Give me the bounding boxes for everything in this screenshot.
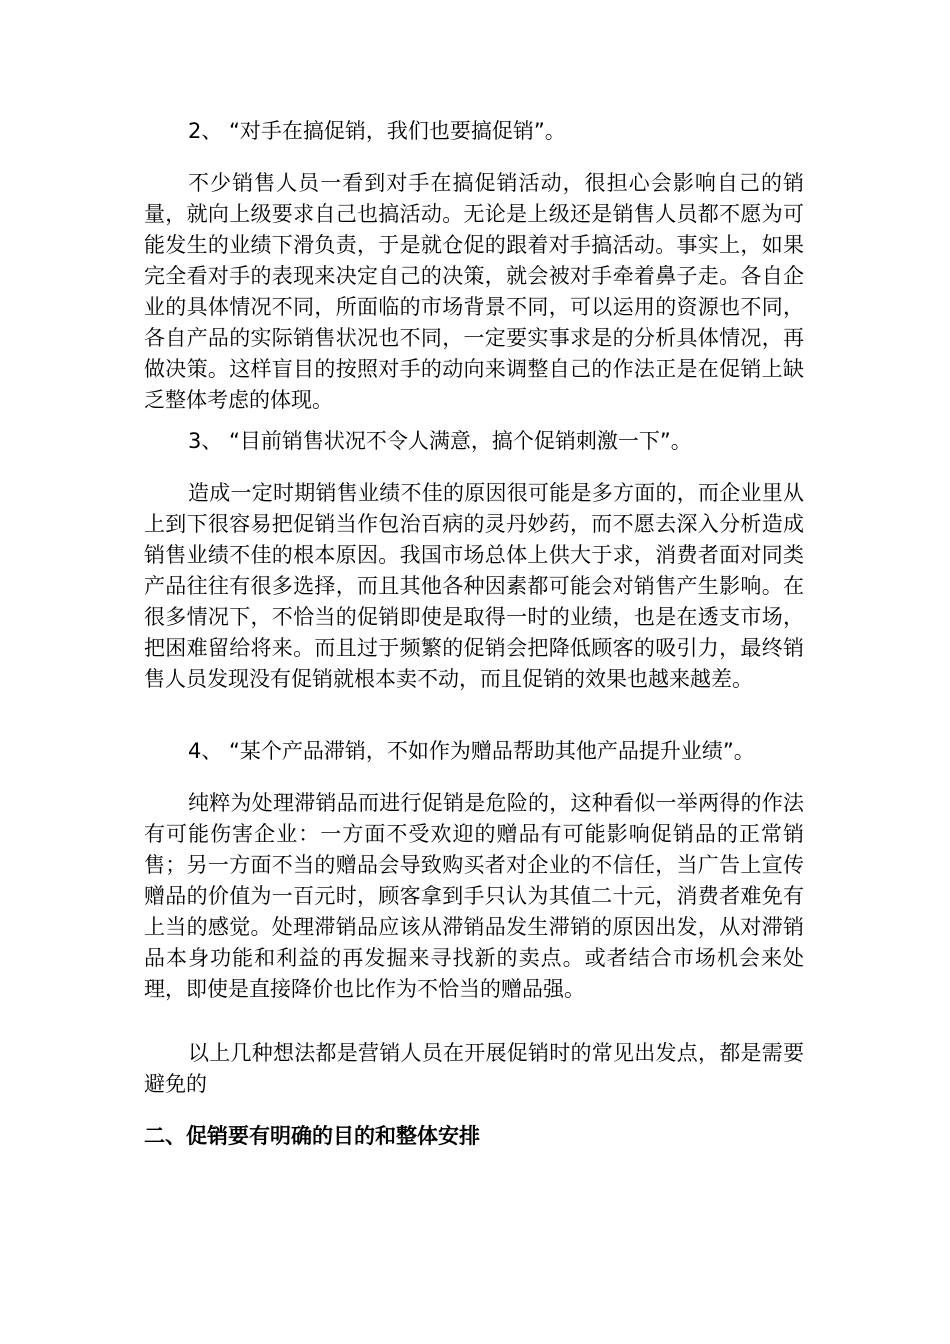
item-3-title: 3、 “目前销售状况不令人满意，搞个促销刺激一下”。 [188, 429, 692, 453]
item-4-title: 4、 “某个产品滞销，不如作为赠品帮助其他产品提升业绩”。 [188, 739, 755, 763]
item-3-body: 造成一定时期销售业绩不佳的原因很可能是多方面的，而企业里从上到下很容易把促销当作包治百病的灵丹妙药，而不愿去深入分析造成销售业绩不佳的根本原因。我国市场总体上供大于求，消费者面对同类产品往往有很多选择，而且其他各种因素都可能会对销售产生影响。在很多情况下，不恰当的促销即使是取得一时的业绩，也是在透支市场，把困难留给将来。而且过于频繁的促销会把降低顾客的吸引力，最终销售人员发现没有促销就根本卖不动，而且促销的效果也越来越差。 [144, 481, 804, 691]
item-2-title: 2、 “对手在搞促销，我们也要搞促销”。 [188, 119, 566, 143]
item-4-body: 纯粹为处理滞销品而进行促销是危险的，这种看似一举两得的作法有可能伤害企业：一方面不受欢迎的赠品有可能影响促销品的正常销售；另一方面不当的赠品会导致购买者对企业的不信任，当广告上宣传赠品的价值为一百元时，顾客拿到手只认为其值二十元，消费者难免有上当的感觉。处理滞销品应该从滞销品发生滞销的原因出发，从对滞销品本身功能和利益的再发掘来寻找新的卖点。或者结合市场机会来处理，即使是直接降价也比作为不恰当的赠品强。 [144, 791, 804, 1001]
section-heading: 二、促销要有明确的目的和整体安排 [144, 1124, 480, 1148]
summary-paragraph: 以上几种想法都是营销人员在开展促销时的常见出发点，都是需要避免的 [144, 1041, 804, 1096]
item-2-body: 不少销售人员一看到对手在搞促销活动，很担心会影响自己的销量，就向上级要求自己也搞活动。无论是上级还是销售人员都不愿为可能发生的业绩下滑负责，于是就仓促的跟着对手搞活动。事实上，如果完全看对手的表现来决定自己的决策，就会被对手牵着鼻子走。各自企业的具体情况不同，所面临的市场背景不同，可以运用的资源也不同，各自产品的实际销售状况也不同，一定要实事求是的分析具体情况，再做决策。这样盲目的按照对手的动向来调整自己的作法正是在促销上缺乏整体考虑的体现。 [144, 171, 804, 412]
